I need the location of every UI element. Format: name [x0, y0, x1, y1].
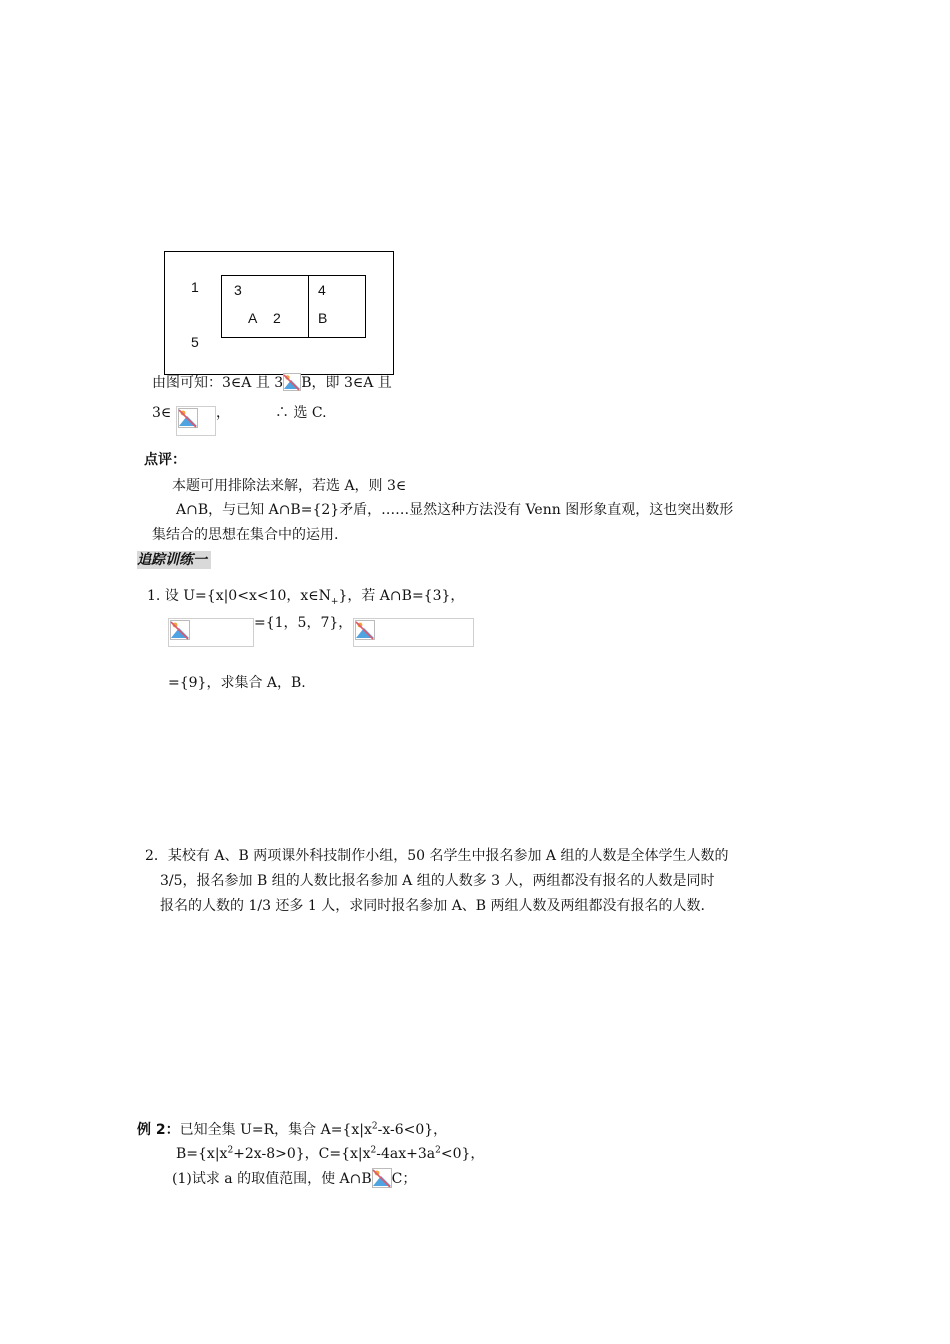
venn-label: 4 — [318, 282, 326, 298]
text-run: <0}， — [440, 1146, 485, 1162]
broken-image-icon — [353, 618, 474, 647]
venn-label: 3 — [234, 282, 242, 298]
superscript: 2 — [370, 1145, 377, 1156]
text-run: 由图可知：3∈A 且 3 — [152, 375, 284, 391]
solution-line-2 — [152, 404, 171, 422]
venn-label: A — [248, 310, 258, 326]
text-run: B={x|x — [176, 1146, 228, 1162]
superscript: 2 — [435, 1145, 441, 1156]
question-2-line: 报名的人数的 1/3 还多 1 人，求同时报名参加 A、B 两组人数及两组都没有报名的人数. — [160, 898, 705, 914]
text-run: C； — [391, 1171, 417, 1187]
solution-line-1 — [152, 373, 392, 392]
text-run: ， — [216, 405, 230, 421]
venn-set-b-box — [307, 275, 366, 338]
example-2-line-2 — [176, 1145, 484, 1163]
superscript: 2 — [227, 1145, 234, 1156]
text-run: +2x-8>0}，C={x|x — [233, 1146, 371, 1162]
example-2-line-3 — [172, 1168, 416, 1188]
broken-image-icon — [372, 1168, 392, 1188]
subscript: + — [330, 596, 339, 607]
venn-label: B — [318, 310, 328, 326]
question-1-line-1 — [147, 587, 464, 605]
text-run: -4ax+3a — [376, 1146, 436, 1162]
comment-line: A∩B，与已知 A∩B={2}矛盾，……显然这种方法没有 Venn 图形象直观，这也突出数形 — [176, 502, 734, 518]
text-run: ={1，5，7}， — [254, 615, 353, 631]
broken-image-icon — [176, 406, 216, 436]
text-run: 3∈ — [152, 405, 172, 421]
venn-label: 2 — [273, 310, 281, 326]
example-label: 例 2： — [137, 1122, 180, 1138]
superscript: 2 — [371, 1121, 378, 1132]
question-2-line: 2．某校有 A、B 两项课外科技制作小组，50 名学生中报名参加 A 组的人数是全体学生人数的 — [145, 848, 729, 864]
comment-heading: 点评： — [144, 452, 186, 468]
conclusion-text: ∴ 选 C. — [275, 405, 327, 421]
section-heading: 追踪训练一 — [137, 551, 211, 569]
text-run: -x-6<0}， — [377, 1122, 448, 1138]
comment-line: 集结合的思想在集合中的运用. — [152, 527, 339, 543]
text-run: }，若 A∩B={3}， — [338, 588, 465, 604]
venn-label: 5 — [191, 334, 199, 350]
text-run: B，即 3∈A 且 — [301, 375, 392, 391]
comment-line: 本题可用排除法来解，若选 A，则 3∈ — [172, 478, 407, 494]
example-2-line-1 — [137, 1121, 447, 1139]
text-run: 1. 设 U={x|0<x<10，x∈N — [147, 588, 331, 604]
venn-label: 1 — [191, 279, 199, 295]
text-run: (1)试求 a 的取值范围，使 A∩B — [172, 1171, 372, 1187]
text-run: ={9}，求集合 A，B. — [168, 675, 306, 691]
broken-image-icon — [283, 373, 301, 391]
broken-image-icon — [168, 618, 254, 647]
question-2-line: 3/5，报名参加 B 组的人数比报名参加 A 组的人数多 3 人，两组都没有报名的人数是同时 — [160, 873, 715, 889]
text-run: 已知全集 U=R，集合 A={x|x — [179, 1122, 372, 1138]
